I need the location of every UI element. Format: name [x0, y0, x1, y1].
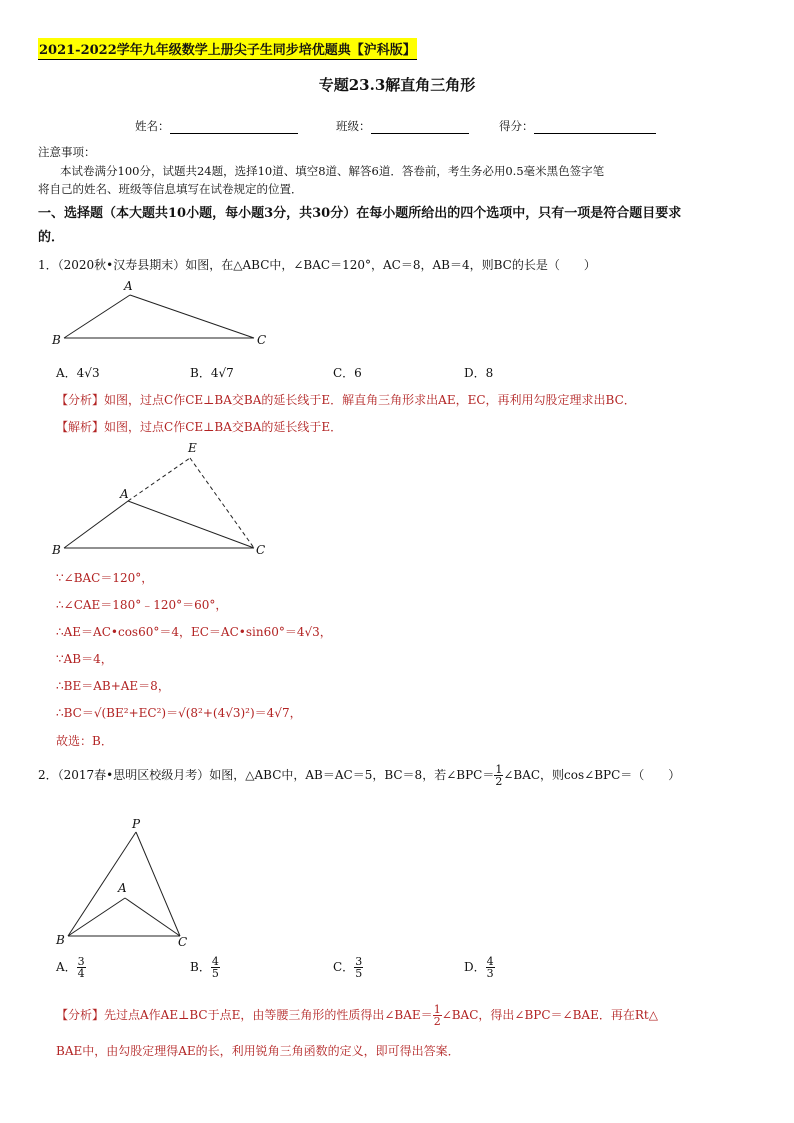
section-heading-line-1: 一、选择题（本大题共10小题，每小题3分，共30分）在每小题所给出的四个选项中，只有一项是符合题目要求	[38, 206, 682, 221]
q1-step-3: ∴AE＝AC•cos60°＝4，EC＝AC•sin60°＝4√3，	[56, 625, 332, 639]
q2-analysis	[56, 1004, 658, 1027]
q2-analysis-line-2: BAE中，由勾股定理得AE的长，利用锐角三角函数的定义，即可得出答案．	[56, 1044, 460, 1058]
q2-fig-label-p: P	[132, 818, 141, 831]
q2-fig-label-b: B	[56, 933, 65, 947]
q2-option-c-den: 5	[355, 967, 363, 980]
q2-option-a-num: 3	[77, 955, 85, 968]
q2-analysis-frac-num: 1	[433, 1003, 441, 1016]
q1-step-1: ∵∠BAC＝120°，	[56, 571, 154, 585]
q1-analysis-tag: 【分析】	[56, 393, 105, 407]
q1-analysis	[56, 391, 636, 408]
q1-figure	[50, 278, 280, 350]
q1-fig-side-ac	[130, 295, 254, 338]
q1-stem: 1．（2020秋•汉寿县期末）如图，在△ABC中，∠BAC＝120°，AC＝8，AB＝4，则BC的长是（ ）	[38, 258, 596, 272]
notice-line-2: 将自己的姓名、班级等信息填写在试卷规定的位置．	[38, 182, 303, 196]
q2-option-b-fraction	[211, 956, 220, 979]
q1-step-2: ∴∠CAE＝180°﹣120°＝60°，	[56, 598, 228, 612]
q2-stem	[38, 764, 680, 787]
q2-option-d-num: 4	[486, 955, 494, 968]
q2-analysis-frac-den: 2	[433, 1015, 441, 1028]
q1-sol-segment-ec	[190, 458, 254, 548]
q2-analysis-fraction	[433, 1004, 442, 1027]
q1-sol-label-a: A	[120, 487, 129, 501]
q1-fig-label-b: B	[52, 333, 61, 347]
q2-option-b-label: B．	[190, 960, 211, 974]
q1-solution-figure	[50, 438, 280, 560]
q2-option-d-fraction	[486, 956, 495, 979]
q1-fig-side-ab	[64, 295, 130, 338]
q2-fig-side-ba	[68, 898, 125, 936]
q2-option-d	[464, 956, 495, 979]
q1-sol-label-c: C	[256, 543, 266, 557]
q2-option-b	[190, 956, 220, 979]
q1-option-b: B．4√7	[190, 366, 234, 380]
name-field	[135, 118, 298, 134]
q1-fig-label-c: C	[257, 333, 267, 347]
q2-option-d-den: 3	[486, 967, 494, 980]
q1-answer: 故选：B．	[56, 734, 113, 748]
q2-analysis-part-2: ∠BAC，得出∠BPC＝∠BAE．再在Rt△	[441, 1008, 658, 1022]
q1-option-c: C．6	[333, 366, 362, 380]
q2-option-a-label: A．	[56, 960, 77, 974]
q2-option-a-den: 4	[77, 967, 85, 980]
q1-sol-side-ba	[64, 501, 128, 548]
q1-sol-side-ac	[128, 501, 254, 548]
q1-solution-text: 如图，过点C作CE⊥BA交BA的延长线于E．	[104, 420, 343, 434]
q2-option-c-fraction	[354, 956, 363, 979]
class-blank	[371, 121, 469, 134]
q1-step-5: ∴BE＝AB+AE＝8，	[56, 679, 170, 693]
q1-fig-label-a: A	[124, 279, 133, 293]
q1-sol-extension-ae	[128, 458, 190, 501]
q1-option-a: A．4√3	[56, 366, 100, 380]
q2-stem-frac-num: 1	[495, 763, 503, 776]
q2-stem-part-2: ∠BAC，则cos∠BPC＝（ ）	[503, 768, 681, 782]
q1-sol-label-e: E	[188, 441, 197, 455]
q1-analysis-text: 如图，过点C作CE⊥BA交BA的延长线于E．解直角三角形求出AE，EC，再利用勾股定理求出BC．	[104, 393, 636, 407]
q1-solution-tag: 【解析】	[56, 420, 105, 434]
name-blank	[170, 121, 298, 134]
q1-step-6: ∴BC＝√(BE²+EC²)＝√(8²+(4√3)²)＝4√7，	[56, 706, 302, 720]
q2-analysis-tag: 【分析】	[56, 1008, 105, 1022]
q2-stem-frac-den: 2	[495, 775, 503, 788]
page-title: 专题23.3解直角三角形	[318, 76, 476, 94]
q1-sol-label-b: B	[52, 543, 61, 557]
q2-fig-label-a: A	[118, 881, 127, 895]
q2-fig-label-c: C	[178, 935, 188, 948]
name-label: 姓名：	[135, 119, 170, 133]
notice-title: 注意事项：	[38, 145, 96, 159]
q1-solution	[56, 418, 342, 435]
q2-option-c-num: 3	[355, 955, 363, 968]
q1-option-d: D．8	[464, 366, 494, 380]
q1-step-4: ∵AB＝4，	[56, 652, 113, 666]
q2-option-b-num: 4	[211, 955, 219, 968]
q2-option-a-fraction	[77, 956, 86, 979]
header-tag: 2021-2022学年九年级数学上册尖子生同步培优题典【沪科版】	[38, 38, 417, 60]
score-label: 得分：	[499, 119, 534, 133]
notice-line-1: 本试卷满分100分，试题共24题，选择10道、填空8道、解答6道．答卷前，考生务必用0.5毫米黑色签字笔	[60, 164, 605, 178]
q2-stem-fraction	[494, 764, 503, 787]
class-label: 班级：	[336, 119, 371, 133]
q2-stem-part-1: 2．（2017春•思明区校级月考）如图，△ABC中，AB＝AC＝5，BC＝8，若∠BPC＝	[38, 768, 495, 782]
q2-figure	[50, 818, 200, 948]
q2-option-c-label: C．	[333, 960, 355, 974]
class-field	[336, 118, 469, 134]
score-blank	[534, 121, 656, 134]
q2-option-d-label: D．	[464, 960, 486, 974]
q2-option-a	[56, 956, 86, 979]
q2-option-c	[333, 956, 363, 979]
q2-option-b-den: 5	[211, 967, 219, 980]
score-field	[499, 118, 656, 134]
section-heading-line-2: 的．	[38, 230, 65, 245]
q2-analysis-part-1: 先过点A作AE⊥BC于点E，由等腰三角形的性质得出∠BAE＝	[104, 1008, 433, 1022]
